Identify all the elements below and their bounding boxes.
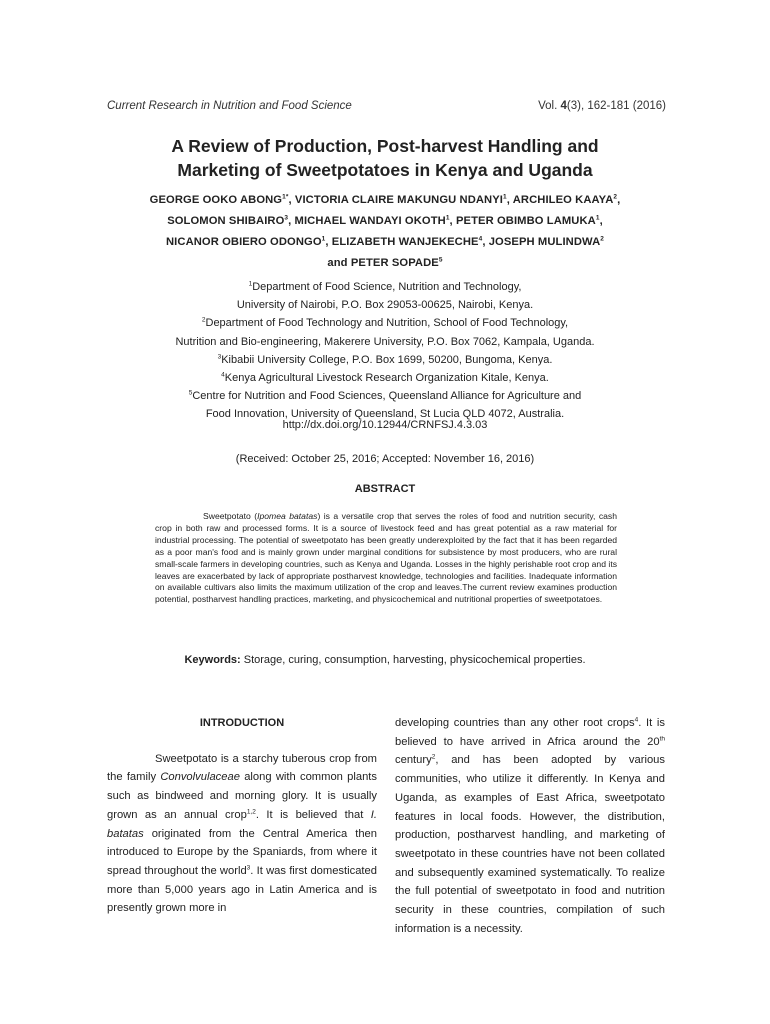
author-line-1 [80, 190, 690, 211]
affiliation-line [80, 387, 690, 405]
author-affil-mark: 1* [282, 193, 289, 201]
affiliation-line: University of Nairobi, P.O. Box 29053-00625, Nairobi, Kenya. [236, 299, 534, 312]
affiliation-text: Kibabii University College, P.O. Box 1699, 50200, Bungoma, Kenya. [221, 353, 553, 366]
column-left [107, 714, 377, 918]
body-text: Sweetpotato is a starchy tuberous crop from the family [107, 752, 377, 784]
author-separator: , [617, 194, 621, 206]
keywords-text: Storage, curing, consumption, harvesting, physicochemical properties. [240, 654, 586, 666]
species-name: I. batatas [107, 808, 377, 840]
affiliation-mark: 3 [217, 353, 222, 361]
volume-prefix: Vol. [538, 100, 561, 112]
abstract-heading: ABSTRACT [354, 483, 416, 495]
journal-name: Current Research in Nutrition and Food Science [107, 100, 352, 112]
doi-link[interactable]: http://dx.doi.org/10.12944/CRNFSJ.4.3.03 [282, 419, 488, 431]
species-name: Ipomea batatas [257, 511, 318, 521]
author-name: JOSEPH MULINDWA [488, 236, 601, 248]
affiliation-mark: 2 [201, 316, 206, 324]
author-affil-mark: 1 [595, 214, 600, 222]
body-text: . It is believed that [255, 808, 371, 821]
author-separator: , [482, 236, 489, 248]
affiliation-3 [80, 351, 690, 369]
affiliation-list [80, 278, 690, 424]
body-text: developing countries than any other root crops [395, 717, 635, 729]
author-affil-mark: 1 [503, 193, 507, 201]
body-text: along with common plants such as bindweed and morning glory. It is usually grown as an annual crop [107, 771, 378, 821]
author-name: SOLOMON SHIBAIRO [167, 215, 285, 227]
affiliation-2 [80, 314, 690, 350]
author-name: and PETER SOPADE [327, 257, 439, 269]
affiliation-text: Department of Food Science, Nutrition and Technology, [252, 281, 522, 293]
citation-mark: 3 [246, 864, 251, 872]
affiliation-text: Kenya Agricultural Livestock Research Organization Kitale, Kenya. [224, 372, 549, 385]
author-separator: , [599, 215, 603, 227]
abstract-text [155, 511, 617, 606]
body-text: . It is believed to have arrived in Africa around the 20 [395, 717, 665, 748]
author-name: MICHAEL WANDAYI OKOTH [294, 215, 446, 227]
citation-mark: 2 [431, 753, 436, 761]
paper-title [60, 134, 710, 182]
author-name: VICTORIA CLAIRE MAKUNGU NDANYI [294, 194, 503, 206]
volume-issue-pages: (3), 162-181 (2016) [566, 100, 666, 112]
body-text: , and has been adopted by various communities, who utilize it differently. In Kenya and Uganda, as examples of East Africa, sweetpotato features in local foods. However, the distribution, production, postharvest handling, and marketing of sweetpotato in these countries have not been collated and subsequently examined systematically. To realize the full potential of sweetpotato in food and nutrition security in these countries, compilation of such information is a necessity. [395, 754, 665, 935]
affiliation-1 [80, 278, 690, 314]
running-header [107, 100, 666, 112]
received-accepted-dates: (Received: October 25, 2016; Accepted: November 16, 2016) [235, 453, 535, 465]
title-line-1: A Review of Production, Post-harvest Handling and [171, 136, 599, 156]
body-text: . It was first domesticated more than 5,000 years ago in Latin America and is presently grown more in [107, 864, 377, 915]
affiliation-text: Centre for Nutrition and Food Sciences, Queensland Alliance for Agriculture and [192, 390, 582, 403]
author-list [80, 190, 690, 274]
author-affil-mark: 1 [445, 214, 450, 222]
author-affil-mark: 5 [438, 256, 443, 264]
keywords-label: Keywords: [184, 654, 241, 666]
author-affil-mark: 3 [284, 214, 289, 222]
affiliation-line [80, 369, 690, 387]
keywords [0, 654, 770, 666]
body-text: originated from the Central America then introduced to Europe by the Spaniards, from where it spread throughout the world [107, 827, 377, 877]
volume-info [538, 100, 666, 112]
author-separator: , [449, 215, 456, 227]
citation-mark: 1,2 [246, 808, 256, 816]
author-affil-mark: 4 [478, 235, 483, 243]
affiliation-mark: 5 [188, 389, 193, 397]
affiliation-line [80, 351, 690, 369]
author-name: ARCHILEO KAAYA [512, 194, 614, 206]
family-name: Convolvulaceae [160, 771, 240, 784]
column-right [395, 714, 665, 938]
author-line-2 [80, 211, 690, 232]
author-affil-mark: 1 [321, 235, 326, 243]
volume-number: 4 [560, 100, 567, 112]
affiliation-line [80, 314, 690, 332]
intro-paragraph-continued [395, 714, 665, 938]
affiliation-mark: 1 [248, 280, 253, 288]
affiliation-line: Nutrition and Bio-engineering, Makerere University, P.O. Box 7062, Kampala, Uganda. [175, 335, 595, 348]
citation-mark: 4 [634, 716, 639, 724]
abstract-text-part: Sweetpotato ( [203, 511, 258, 521]
author-name: PETER OBIMBO LAMUKA [455, 215, 596, 227]
author-separator: , [506, 194, 513, 206]
introduction-heading: INTRODUCTION [199, 717, 285, 729]
affiliation-text: Department of Food Technology and Nutrition, School of Food Technology, [205, 317, 569, 330]
author-separator: , [288, 215, 295, 227]
intro-paragraph-1 [107, 750, 377, 918]
body-text: century [395, 754, 432, 767]
affiliation-line [80, 278, 690, 296]
author-separator: , [288, 194, 295, 206]
affiliation-line: Food Innovation, University of Queensland, St Lucia QLD 4072, Australia. [205, 408, 565, 421]
author-name: NICANOR OBIERO ODONGO [166, 236, 322, 248]
author-name: ELIZABETH WANJEKECHE [331, 236, 479, 248]
author-line-3 [80, 232, 690, 253]
author-line-4 [80, 253, 690, 274]
author-affil-mark: 2 [613, 193, 618, 201]
ordinal-suffix: th [659, 734, 665, 742]
affiliation-mark: 4 [221, 371, 225, 379]
author-name: GEORGE OOKO ABONG [149, 194, 283, 206]
abstract-text-part: ) is a versatile crop that serves the roles of food and nutrition security, cash crop in both raw and processed forms. It is a source of livestock feed and has great potential as a raw material for industrial processing. The potential of sweetpotato has been greatly underexploited by the fact that it has been regarded as a poor man's food and is mainly grown under marginal conditions for subsistence by most producers, who are rural small-scale farmers in developing countries, such as Kenya and Uganda. Losses in the highly perishable root crop and its leaves are exacerbated by lack of appropriate postharvest knowledge, technologies and facilities. Inadequate information on available cultivars also limits the maximum utilization of the crop and leaves.The current review examines production potential, postharvest handling practices, marketing, and physicochemical and nutritional properties of sweetpotatoes. [155, 511, 618, 605]
affiliation-4 [80, 369, 690, 387]
title-line-2: Marketing of Sweetpotatoes in Kenya and Uganda [177, 160, 593, 180]
author-separator: , [325, 236, 332, 248]
author-affil-mark: 2 [600, 235, 604, 243]
